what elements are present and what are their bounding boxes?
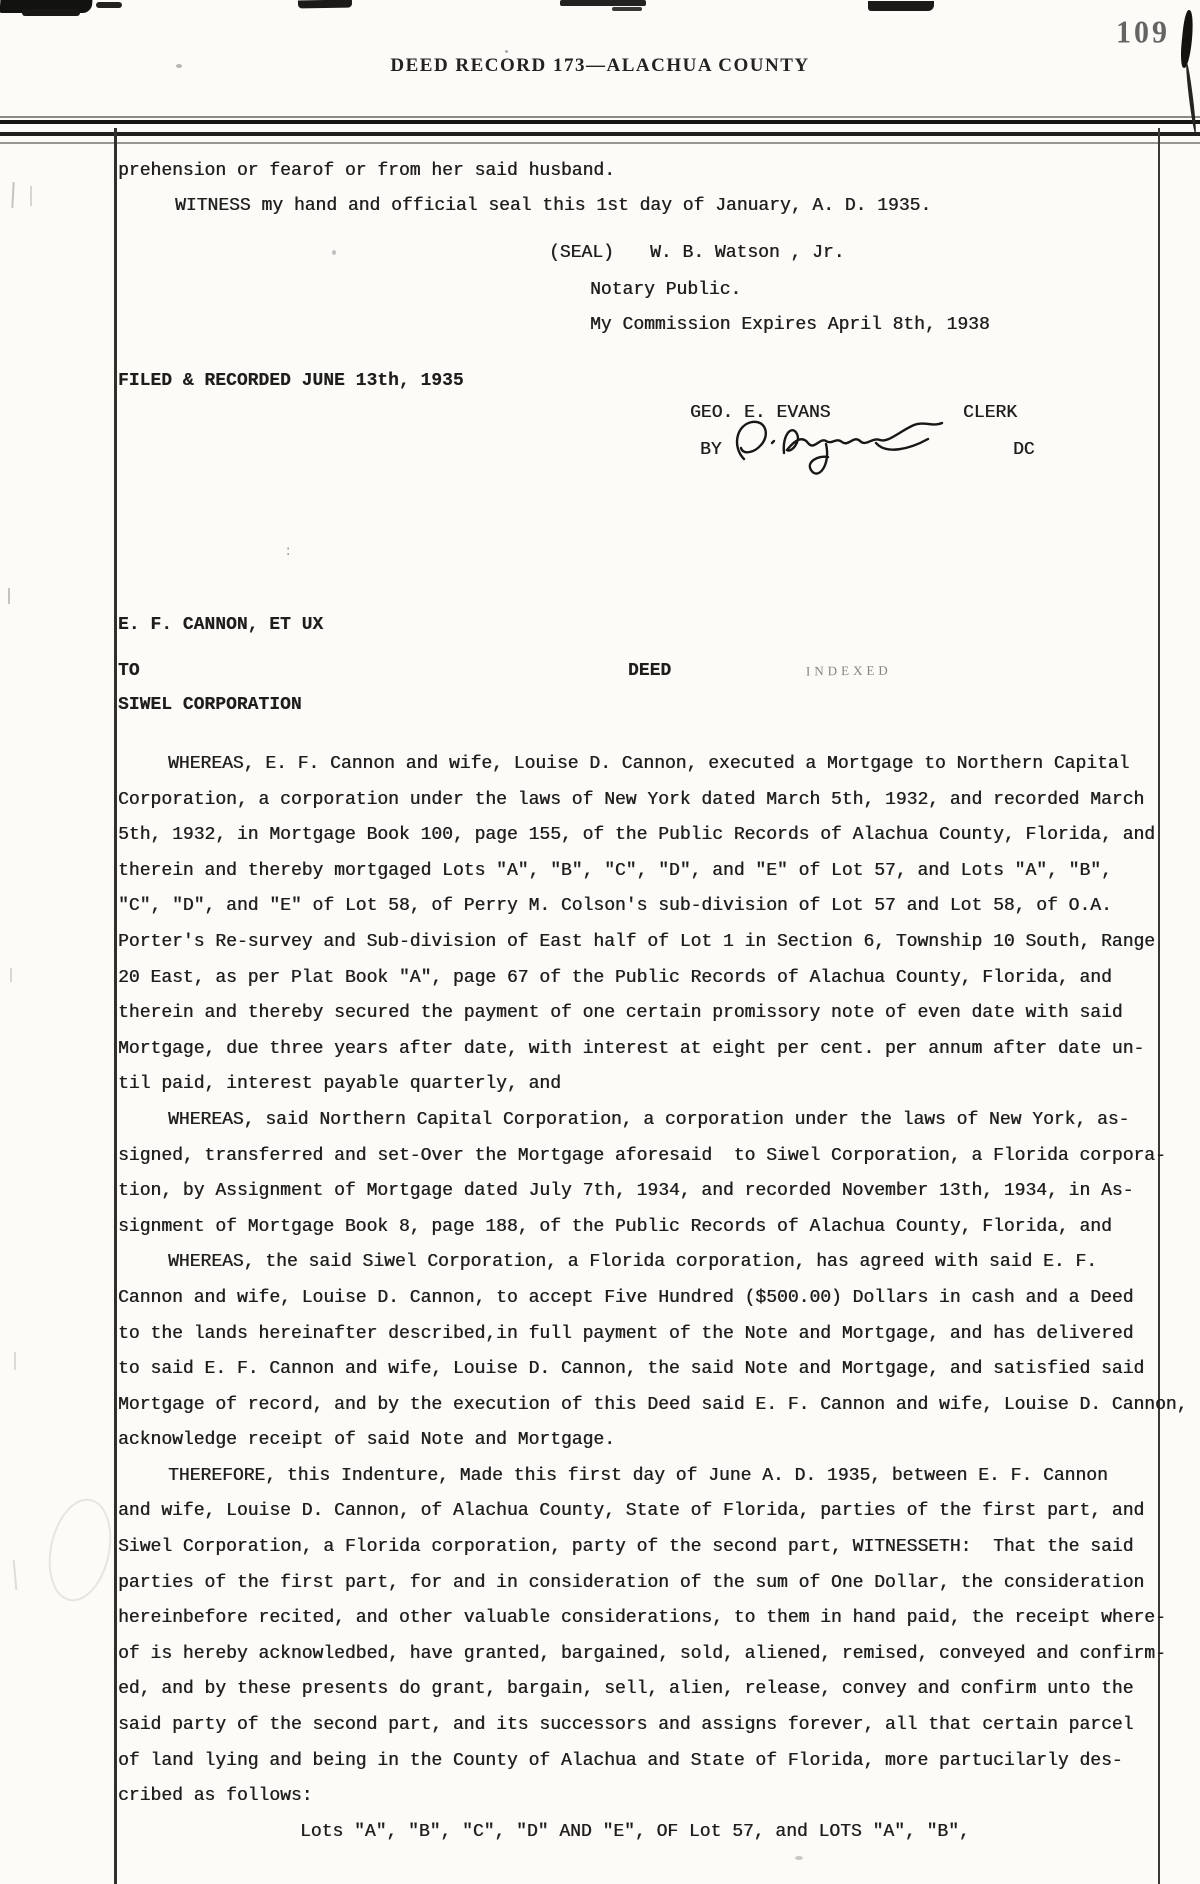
ink-smudge (612, 7, 642, 11)
deed-body-line: WHEREAS, said Northern Capital Corporation, a corporation under the laws of New York, as- (168, 1109, 1130, 1130)
scan-speck: : (284, 544, 293, 560)
deed-body-line: acknowledge receipt of said Note and Mortgage. (118, 1430, 615, 1451)
page-title: DEED RECORD 173—ALACHUA COUNTY (390, 55, 810, 76)
instrument-type-label: DEED (628, 661, 672, 681)
deed-body-line: to said E. F. Cannon and wife, Louise D. Cannon, the said Note and Mortgage, and satisfied said (118, 1359, 1145, 1380)
ink-smudge (560, 0, 646, 6)
deed-body-line: hereinbefore recited, and other valuable considerations, to them in hand paid, the receipt where- (118, 1608, 1166, 1629)
by-label: BY (700, 440, 722, 460)
margin-mark (10, 968, 12, 982)
deputy-clerk-title: DC (1013, 440, 1035, 460)
seal-label: (SEAL) (549, 243, 614, 263)
scan-speck (505, 50, 508, 53)
deed-body-line: signment of Mortgage Book 8, page 188, of the Public Records of Alachua County, Florida, and (118, 1216, 1112, 1237)
deed-body-line: WHEREAS, E. F. Cannon and wife, Louise D. Cannon, executed a Mortgage to Northern Capital (168, 754, 1130, 774)
deed-body-line: therein and thereby secured the payment of one certain promissory note of even date with said (118, 1003, 1123, 1024)
deed-body-line: Lots "A", "B", "C", "D" AND "E", OF Lot 57, and LOTS "A", "B", (300, 1821, 970, 1842)
clerk-title: CLERK (963, 403, 1018, 423)
margin-mark (11, 182, 14, 208)
deed-body-line: tion, by Assignment of Mortgage dated July 7th, 1934, and recorded November 13th, 1934, in As- (118, 1181, 1134, 1202)
deed-body-line: cribed as follows: (118, 1786, 313, 1807)
ink-smudge (298, 0, 352, 8)
grantee-name: SIWEL CORPORATION (118, 695, 302, 715)
clerk-name: GEO. E. EVANS (690, 403, 831, 423)
deed-body-line: Corporation, a corporation under the laws of New York dated March 5th, 1932, and recorded March (118, 789, 1145, 810)
deputy-clerk-signature (728, 413, 968, 483)
deed-body-line: parties of the first part, for and in consideration of the sum of One Dollar, the consideration (118, 1572, 1145, 1593)
deed-body-line: signed, transferred and set-Over the Mortgage aforesaid to Siwel Corporation, a Florida corpora- (118, 1145, 1166, 1166)
deed-body-line: ed, and by these presents do grant, bargain, sell, alien, release, convey and confirm unto the (118, 1679, 1134, 1700)
divider (0, 120, 1200, 124)
notary-signer-name: W. B. Watson , Jr. (650, 243, 845, 263)
deed-body (118, 747, 1188, 1850)
caption-connector: TO (118, 661, 140, 681)
deed-body-line: Porter's Re-survey and Sub-division of East half of Lot 1 in Section 6, Township 10 South, Range (118, 931, 1155, 952)
grantor-name: E. F. CANNON, ET UX (118, 615, 324, 635)
margin-mark (13, 1560, 18, 1590)
divider (0, 132, 1200, 136)
scan-speck (176, 64, 182, 68)
margin-mark (14, 1352, 16, 1370)
scan-speck (332, 250, 336, 255)
deed-body-line: Mortgage, due three years after date, with interest at eight per cent. per annum after date un- (118, 1038, 1145, 1059)
deed-body-line: said party of the second part, and its successors and assigns forever, all that certain parcel (118, 1715, 1134, 1736)
witness-line: WITNESS my hand and official seal this 1st day of January, A. D. 1935. (175, 196, 932, 216)
deed-body-line: WHEREAS, the said Siwel Corporation, a Florida corporation, has agreed with said E. F. (168, 1252, 1097, 1273)
page-number: 109 (1116, 15, 1170, 50)
deed-body-line: til paid, interest payable quarterly, and (118, 1074, 561, 1095)
carryover-text-line: prehension or fearof or from her said husband. (118, 161, 615, 181)
deed-body-line: Siwel Corporation, a Florida corporation, party of the second part, WITNESSETH: That the said (118, 1537, 1134, 1558)
ink-smudge (22, 9, 80, 16)
indexed-stamp: INDEXED (805, 662, 892, 679)
deed-body-line: 20 East, as per Plat Book "A", page 67 of the Public Records of Alachua County, Florida, and (118, 967, 1112, 988)
margin-mark (40, 1493, 120, 1607)
deed-body-line: of is hereby acknowledbed, have granted, bargained, sold, aliened, remised, conveyed and confirm- (118, 1643, 1166, 1664)
divider (0, 116, 1200, 118)
scan-speck (795, 1856, 803, 1860)
deed-body-line: of land lying and being in the County of Alachua and State of Florida, more partucilarly des- (118, 1750, 1123, 1771)
ink-smudge (868, 1, 934, 11)
deed-body-line: THEREFORE, this Indenture, Made this first day of June A. D. 1935, between E. F. Cannon (168, 1465, 1108, 1486)
margin-mark (30, 186, 32, 206)
margin-mark (8, 588, 10, 604)
deed-body-line: therein and thereby mortgaged Lots "A", "B", "C", "D", and "E" of Lot 57, and Lots "A", "B", (118, 860, 1112, 881)
ink-smudge (96, 2, 122, 8)
deed-body-line: and wife, Louise D. Cannon, of Alachua County, State of Florida, parties of the first part, and (118, 1501, 1145, 1522)
left-page-border (114, 128, 117, 1884)
deed-body-line: Mortgage of record, and by the execution of this Deed said E. F. Cannon and wife, Louise D. Cannon, (118, 1394, 1188, 1415)
deed-body-line: "C", "D", and "E" of Lot 58, of Perry M. Colson's sub-division of Lot 57 and Lot 58, of O.A. (118, 896, 1112, 917)
filed-recorded-line: FILED & RECORDED JUNE 13th, 1935 (118, 371, 464, 391)
commission-expiration-line: My Commission Expires April 8th, 1938 (590, 315, 990, 335)
deed-body-line: to the lands hereinafter described,in full payment of the Note and Mortgage, and has delivered (118, 1323, 1134, 1344)
deed-body-line: 5th, 1932, in Mortgage Book 100, page 155, of the Public Records of Alachua County, Florida, and (118, 825, 1155, 846)
divider (0, 142, 1200, 144)
deed-body-line: Cannon and wife, Louise D. Cannon, to accept Five Hundred ($500.00) Dollars in cash and a Deed (118, 1287, 1134, 1308)
notary-signer-title: Notary Public. (590, 280, 742, 300)
